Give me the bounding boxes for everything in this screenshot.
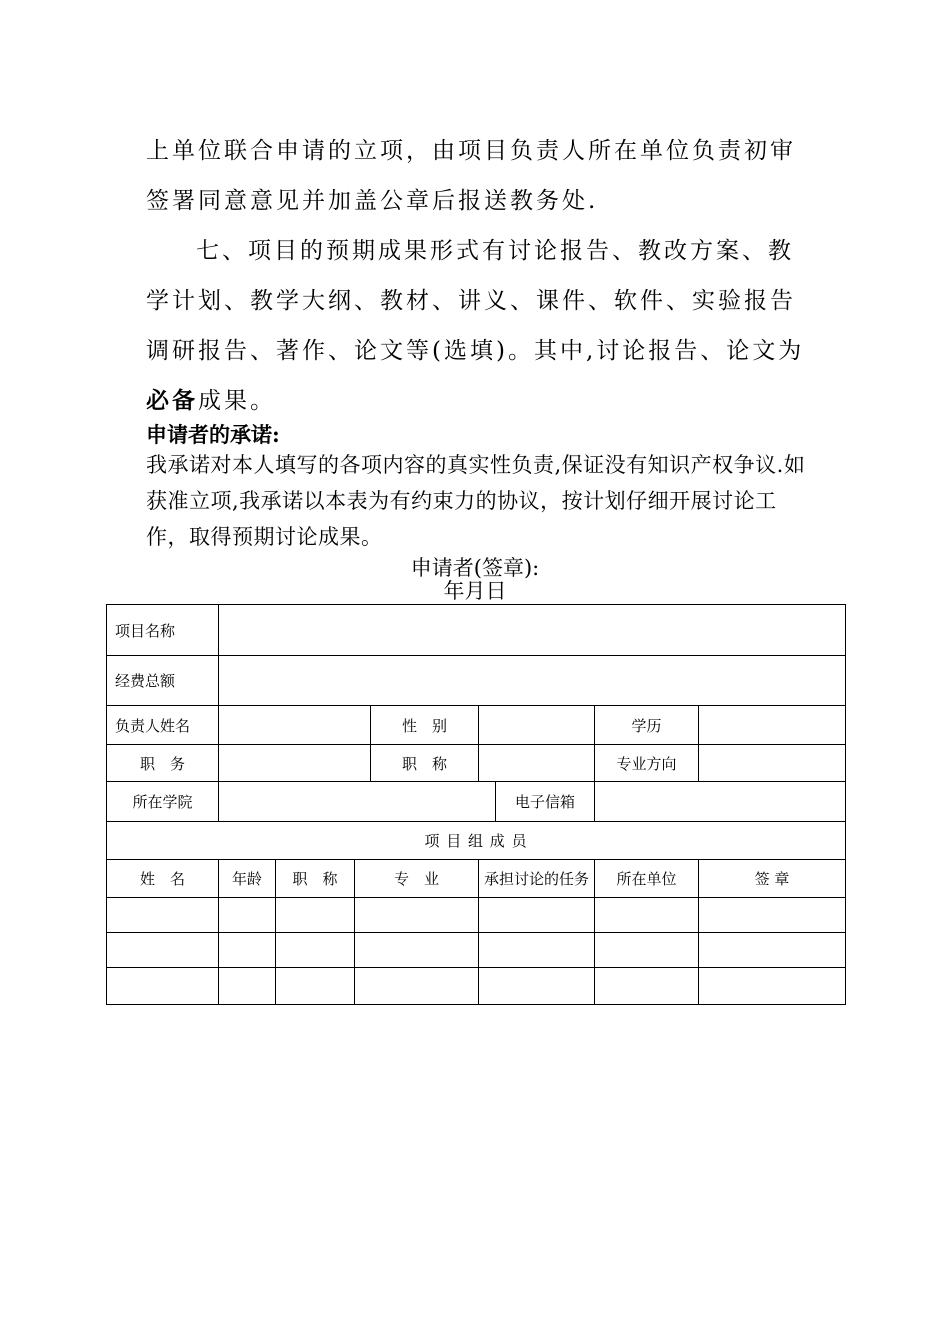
member-major-cell[interactable] xyxy=(355,968,479,1005)
col-header-major: 专 业 xyxy=(355,860,479,898)
member-task-cell[interactable] xyxy=(479,968,595,1005)
college-field[interactable] xyxy=(219,782,496,822)
table-row xyxy=(107,968,846,1005)
member-title-cell[interactable] xyxy=(276,968,355,1005)
college-label: 所在学院 xyxy=(107,782,219,822)
outcomes-text-end: 成果。 xyxy=(198,388,276,414)
member-signature-cell[interactable] xyxy=(699,898,846,933)
total-funding-field[interactable] xyxy=(219,656,846,706)
table-row xyxy=(107,933,846,968)
specialty-direction-label: 专业方向 xyxy=(595,745,699,782)
project-name-field[interactable] xyxy=(219,605,846,656)
outcomes-text: 七、项目的预期成果形式有讨论报告、教改方案、教学计划、教学大纲、教材、讲义、课件、软件、实验报告调研报告、著作、论文等(选填)。其中,讨论报告、论文为 xyxy=(146,238,805,364)
member-name-cell[interactable] xyxy=(107,968,219,1005)
applicant-signature-line: 申请者(签章): xyxy=(410,556,540,580)
col-header-signature: 签 章 xyxy=(699,860,846,898)
outcomes-required-emphasis: 必备 xyxy=(146,387,198,414)
position-field[interactable] xyxy=(219,745,371,782)
col-header-name: 姓 名 xyxy=(107,860,219,898)
row-member-columns xyxy=(107,860,846,898)
member-age-cell[interactable] xyxy=(219,898,276,933)
leader-name-field[interactable] xyxy=(219,706,371,745)
member-name-cell[interactable] xyxy=(107,898,219,933)
leader-name-label: 负责人姓名 xyxy=(107,706,219,745)
title-label: 职 称 xyxy=(371,745,479,782)
education-field[interactable] xyxy=(699,706,846,745)
row-college xyxy=(107,782,846,822)
member-unit-cell[interactable] xyxy=(595,968,699,1005)
member-unit-cell[interactable] xyxy=(595,933,699,968)
member-title-cell[interactable] xyxy=(276,933,355,968)
commitment-heading: 申请者的承诺: xyxy=(146,422,280,447)
application-form-table xyxy=(106,604,846,1005)
col-header-title: 职 称 xyxy=(276,860,355,898)
date-line: 年月日 xyxy=(443,579,507,603)
gender-field[interactable] xyxy=(479,706,595,745)
row-project-name xyxy=(107,605,846,656)
member-signature-cell[interactable] xyxy=(699,933,846,968)
row-position xyxy=(107,745,846,782)
paragraph-review-procedure: 上单位联合申请的立项，由项目负责人所在单位负责初审签署同意意见并加盖公章后报送教务处. xyxy=(146,138,796,214)
col-header-unit: 所在单位 xyxy=(595,860,699,898)
total-funding-label: 经费总额 xyxy=(107,656,219,706)
gender-label: 性 别 xyxy=(371,706,479,745)
col-header-task: 承担讨论的任务 xyxy=(479,860,595,898)
row-total-funding xyxy=(107,656,846,706)
title-field[interactable] xyxy=(479,745,595,782)
member-task-cell[interactable] xyxy=(479,933,595,968)
row-members-header xyxy=(107,822,846,860)
commitment-body: 我承诺对本人填写的各项内容的真实性负责,保证没有知识产权争议.如获准立项,我承诺以本表为有约束力的协议，按计划仔细开展讨论工作，取得预期讨论成果。 xyxy=(146,453,806,549)
member-age-cell[interactable] xyxy=(219,933,276,968)
member-title-cell[interactable] xyxy=(276,898,355,933)
position-label: 职 务 xyxy=(107,745,219,782)
row-leader xyxy=(107,706,846,745)
member-major-cell[interactable] xyxy=(355,898,479,933)
members-section-header: 项 目 组 成 员 xyxy=(107,822,846,860)
email-label: 电子信箱 xyxy=(496,782,595,822)
member-name-cell[interactable] xyxy=(107,933,219,968)
col-header-age: 年龄 xyxy=(219,860,276,898)
project-name-label: 项目名称 xyxy=(107,605,219,656)
member-major-cell[interactable] xyxy=(355,933,479,968)
member-unit-cell[interactable] xyxy=(595,898,699,933)
education-label: 学历 xyxy=(595,706,699,745)
member-signature-cell[interactable] xyxy=(699,968,846,1005)
email-field[interactable] xyxy=(595,782,846,822)
member-task-cell[interactable] xyxy=(479,898,595,933)
specialty-direction-field[interactable] xyxy=(699,745,846,782)
table-row xyxy=(107,898,846,933)
member-age-cell[interactable] xyxy=(219,968,276,1005)
paragraph-expected-outcomes xyxy=(146,226,806,426)
